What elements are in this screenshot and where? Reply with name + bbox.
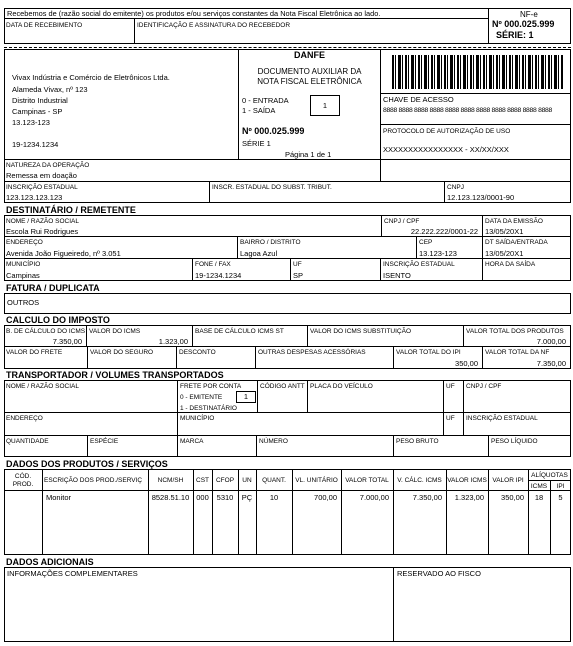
- tax-products-label: VALOR TOTAL DOS PRODUTOS: [466, 328, 564, 335]
- recipient-district-value: Lagoa Azul: [240, 249, 278, 258]
- carrier-antt-label: CÓDIGO ANTT: [260, 383, 305, 390]
- protocol-value: XXXXXXXXXXXXXXXX - XX/XX/XXX: [383, 145, 509, 154]
- issue-date-value: 13/05/20X1: [485, 227, 524, 236]
- tax-bc-icms-label: B. DE CÁLCULO DO ICMS: [6, 328, 86, 335]
- tax-other-label: OUTRAS DESPESAS ACESSÓRIAS: [258, 349, 366, 356]
- issuer-district: Distrito Industrial: [12, 96, 68, 105]
- operation-nature-right: [380, 159, 571, 182]
- issuer-phone: 19-1234.1234: [12, 140, 59, 149]
- exit-date-label: DT SAÍDA/ENTRADA: [485, 239, 548, 246]
- recipient-address-label: ENDEREÇO: [6, 239, 43, 246]
- st-registration-label: INSCR. ESTADUAL DO SUBST. TRIBUT.: [212, 184, 332, 191]
- carrier-address-label: ENDEREÇO: [6, 415, 43, 422]
- recipient-zip-value: 13.123-123: [419, 249, 457, 258]
- receipt-date-label: DATA DE RECEBIMENTO: [6, 22, 83, 29]
- item-cst: 000: [196, 493, 209, 502]
- products-header-line: [4, 490, 571, 491]
- tax-icms-label: VALOR DO ICMS: [89, 328, 141, 335]
- fiscal-reserved-label: RESERVADO AO FISCO: [397, 569, 481, 578]
- item-rate-ipi: 5: [558, 493, 563, 502]
- col-icms-value: VALOR ICMS: [447, 477, 487, 484]
- invoice-value: OUTROS: [7, 298, 40, 307]
- col-rate-icms: ICMS: [530, 483, 548, 490]
- recipient-city-label: MUNICÍPIO: [6, 261, 41, 268]
- barcode: [392, 55, 563, 89]
- col-total: VALOR TOTAL: [345, 477, 389, 484]
- item-icms-value: 1.323,00: [454, 493, 484, 502]
- recipient-phone-label: FONE / FAX: [195, 261, 231, 268]
- tax-total-label: VALOR TOTAL DA NF: [485, 349, 550, 356]
- danfe-number: Nº 000.025.999: [242, 126, 305, 136]
- issuer-zip: 13.123-123: [12, 118, 50, 127]
- issue-date-label: DATA DA EMISSÃO: [485, 218, 543, 225]
- tax-insurance-label: VALOR DO SEGURO: [90, 349, 154, 356]
- volume-gross-label: PESO BRUTO: [396, 438, 439, 445]
- recipient-name-value: Escola Rui Rodrigues: [6, 227, 79, 236]
- col-code-line1: CÓD.: [14, 473, 32, 480]
- receipt-divider-v2: [134, 18, 135, 44]
- carrier-section-title: TRANSPORTADOR / VOLUMES TRANSPORTADOS: [6, 370, 224, 380]
- receipt-signature-label: IDENTIFICAÇÃO E ASSINATURA DO RECEBEDOR: [137, 22, 291, 29]
- state-registration-label: INSCRIÇÃO ESTADUAL: [6, 184, 78, 191]
- complementary-info-box: [4, 567, 394, 642]
- header-divider-2: [380, 49, 381, 160]
- carrier-freight-label: FRETE POR CONTA: [180, 383, 242, 390]
- carrier-cnpj-label: CNPJ / CPF: [466, 383, 502, 390]
- col-qty: QUANT.: [262, 477, 286, 484]
- recipient-uf-value: SP: [293, 271, 304, 280]
- issuer-name: Vivax Indústria e Comércio de Eletrônicos Ltda.: [12, 73, 170, 82]
- receipt-number: Nº 000.025.999: [492, 19, 555, 29]
- item-qty: 10: [269, 493, 279, 502]
- danfe-exit-option: 1 - SAÍDA: [242, 106, 276, 115]
- exit-time-label: HORA DA SAÍDA: [485, 261, 536, 268]
- danfe-type-box: 1: [310, 95, 340, 116]
- recipient-uf-label: UF: [293, 261, 302, 268]
- carrier-freight-recipient: 1 - DESTINATÁRIO: [180, 405, 237, 412]
- carrier-freight-issuer: 0 - EMITENTE: [180, 394, 223, 401]
- recipient-ie-label: INSCRIÇÃO ESTADUAL: [383, 261, 455, 268]
- volume-species-label: ESPÉCIE: [90, 438, 119, 445]
- col-ipi-value: VALOR IPI: [492, 477, 524, 484]
- tax-freight-label: VALOR DO FRETE: [6, 349, 63, 356]
- col-cst: CST: [196, 477, 209, 484]
- header-divider-1: [238, 49, 239, 160]
- tax-st-label: VALOR DO ICMS SUBSTITUIÇÃO: [310, 328, 412, 335]
- receipt-nfe: NF-e: [520, 10, 538, 19]
- item-unit-price: 700,00: [314, 493, 337, 502]
- carrier-city-label: MUNICÍPIO: [180, 415, 215, 422]
- tax-ipi-label: VALOR TOTAL DO IPI: [396, 349, 461, 356]
- state-registration-value: 123.123.123.123: [6, 193, 63, 202]
- access-key-label: CHAVE DE ACESSO: [383, 95, 454, 104]
- issuer-address: Alameda Vivax, nº 123: [12, 85, 88, 94]
- tax-discount-label: DESCONTO: [179, 349, 216, 356]
- invoice-box: [4, 293, 571, 314]
- item-ipi-value: 350,00: [501, 493, 524, 502]
- header-divider-3: [380, 93, 571, 94]
- col-rates: ALÍQUOTAS: [531, 472, 568, 479]
- recipient-section-title: DESTINATÁRIO / REMETENTE: [6, 205, 136, 215]
- tax-ipi-value: 350,00: [455, 359, 478, 368]
- col-cfop: CFOP: [215, 477, 235, 484]
- item-ncm: 8528.51.10: [151, 493, 190, 502]
- carrier-freight-value: 1: [236, 391, 256, 403]
- access-key-value: 8888 8888 8888 8888 8888 8888 8888 8888 8888 8888 8888: [383, 107, 553, 114]
- carrier-name-label: NOME / RAZÃO SOCIAL: [6, 383, 79, 390]
- col-rate-ipi: IPI: [556, 483, 565, 490]
- recipient-city-value: Campinas: [6, 271, 40, 280]
- carrier-city-box: [177, 412, 444, 436]
- protocol-label: PROTOCOLO DE AUTORIZAÇÃO DE USO: [383, 128, 511, 135]
- col-unit-price: VL. UNITÁRIO: [295, 477, 338, 484]
- recipient-district-label: BAIRRO / DISTRITO: [240, 239, 301, 246]
- additional-section-title: DADOS ADICIONAIS: [6, 557, 94, 567]
- invoice-section-title: FATURA / DUPLICATA: [6, 283, 100, 293]
- issuer-cnpj-value: 12.123.123/0001-90: [447, 193, 515, 202]
- item-description: Monitor: [46, 493, 72, 502]
- carrier-plate-label: PLACA DO VEÍCULO: [310, 383, 373, 390]
- carrier-uf2-label: UF: [446, 415, 455, 422]
- exit-date-value: 13/05/20X1: [485, 249, 524, 258]
- danfe-entry-option: 0 - ENTRADA: [242, 96, 289, 105]
- col-ncm: NCM/SH: [157, 477, 184, 484]
- receipt-cut-line: [4, 47, 571, 48]
- danfe-title: DANFE: [294, 50, 325, 60]
- receipt-divider-v: [488, 8, 489, 44]
- issuer-city: Campinas - SP: [12, 107, 63, 116]
- header-divider-4: [380, 124, 571, 125]
- item-icms-base: 7.350,00: [412, 493, 442, 502]
- recipient-cnpj-value: 22.222.222/0001-22: [410, 227, 478, 236]
- volume-number-label: NÚMERO: [259, 438, 288, 445]
- tax-total-value: 7.350,00: [536, 359, 566, 368]
- recipient-zip-label: CEP: [419, 239, 433, 246]
- item-total: 7.000,00: [359, 493, 389, 502]
- danfe-series: SÉRIE 1: [242, 139, 271, 148]
- col-code-line2: PROD.: [12, 481, 34, 488]
- products-section-title: DADOS DOS PRODUTOS / SERVIÇOS: [6, 459, 168, 469]
- col-icms-base: V. CÁLC. ICMS: [397, 477, 442, 484]
- col-unit: UN: [242, 477, 252, 484]
- receipt-series: SÉRIE: 1: [496, 30, 534, 40]
- item-unit: PÇ: [241, 493, 253, 502]
- tax-icms-value: 1.323,00: [158, 337, 188, 346]
- col-description: ESCRIÇÃO DOS PROD./SERVIÇ: [44, 477, 143, 484]
- recipient-uf-box: [290, 258, 381, 281]
- receipt-text: Recebemos de (razão social do emitente) os produtos e/ou serviços constantes da Nota Fiscal Eletrônica ao lado.: [7, 9, 381, 18]
- volume-brand-label: MARCA: [180, 438, 204, 445]
- carrier-uf-label: UF: [446, 383, 455, 390]
- recipient-cnpj-label: CNPJ / CPF: [384, 218, 420, 225]
- recipient-phone-value: 19-1234.1234: [195, 271, 242, 280]
- operation-nature-value: Remessa em doação: [6, 171, 77, 180]
- tax-section-title: CALCULO DO IMPOSTO: [6, 315, 110, 325]
- recipient-address-value: Avenida João Figueiredo, nº 3.051: [6, 249, 121, 258]
- tax-bc-st-label: BASE DE CÁLCULO ICMS ST: [195, 328, 284, 335]
- volume-qty-label: QUANTIDADE: [6, 438, 49, 445]
- fiscal-reserved-box: [393, 567, 571, 642]
- recipient-name-label: NOME / RAZÃO SOCIAL: [6, 218, 79, 225]
- volume-net-label: PESO LÍQUIDO: [491, 438, 538, 445]
- issuer-cnpj-label: CNPJ: [447, 184, 464, 191]
- carrier-ie-label: INSCRIÇÃO ESTADUAL: [466, 415, 538, 422]
- item-rate-icms: 18: [534, 493, 544, 502]
- danfe-subtitle-1: DOCUMENTO AUXILIAR DA: [257, 67, 362, 76]
- item-cfop: 5310: [216, 493, 234, 502]
- complementary-info-label: INFORMAÇÕES COMPLEMENTARES: [7, 569, 138, 578]
- danfe-page: Página 1 de 1: [285, 150, 332, 159]
- tax-bc-icms-value: 7.350,00: [52, 337, 82, 346]
- tax-products-value: 7.000,00: [536, 337, 566, 346]
- danfe-subtitle-2: NOTA FISCAL ELETRÔNICA: [257, 77, 362, 86]
- operation-nature-label: NATUREZA DA OPERAÇÃO: [6, 162, 90, 169]
- recipient-ie-value: ISENTO: [383, 271, 411, 280]
- receipt-divider-h: [4, 18, 488, 19]
